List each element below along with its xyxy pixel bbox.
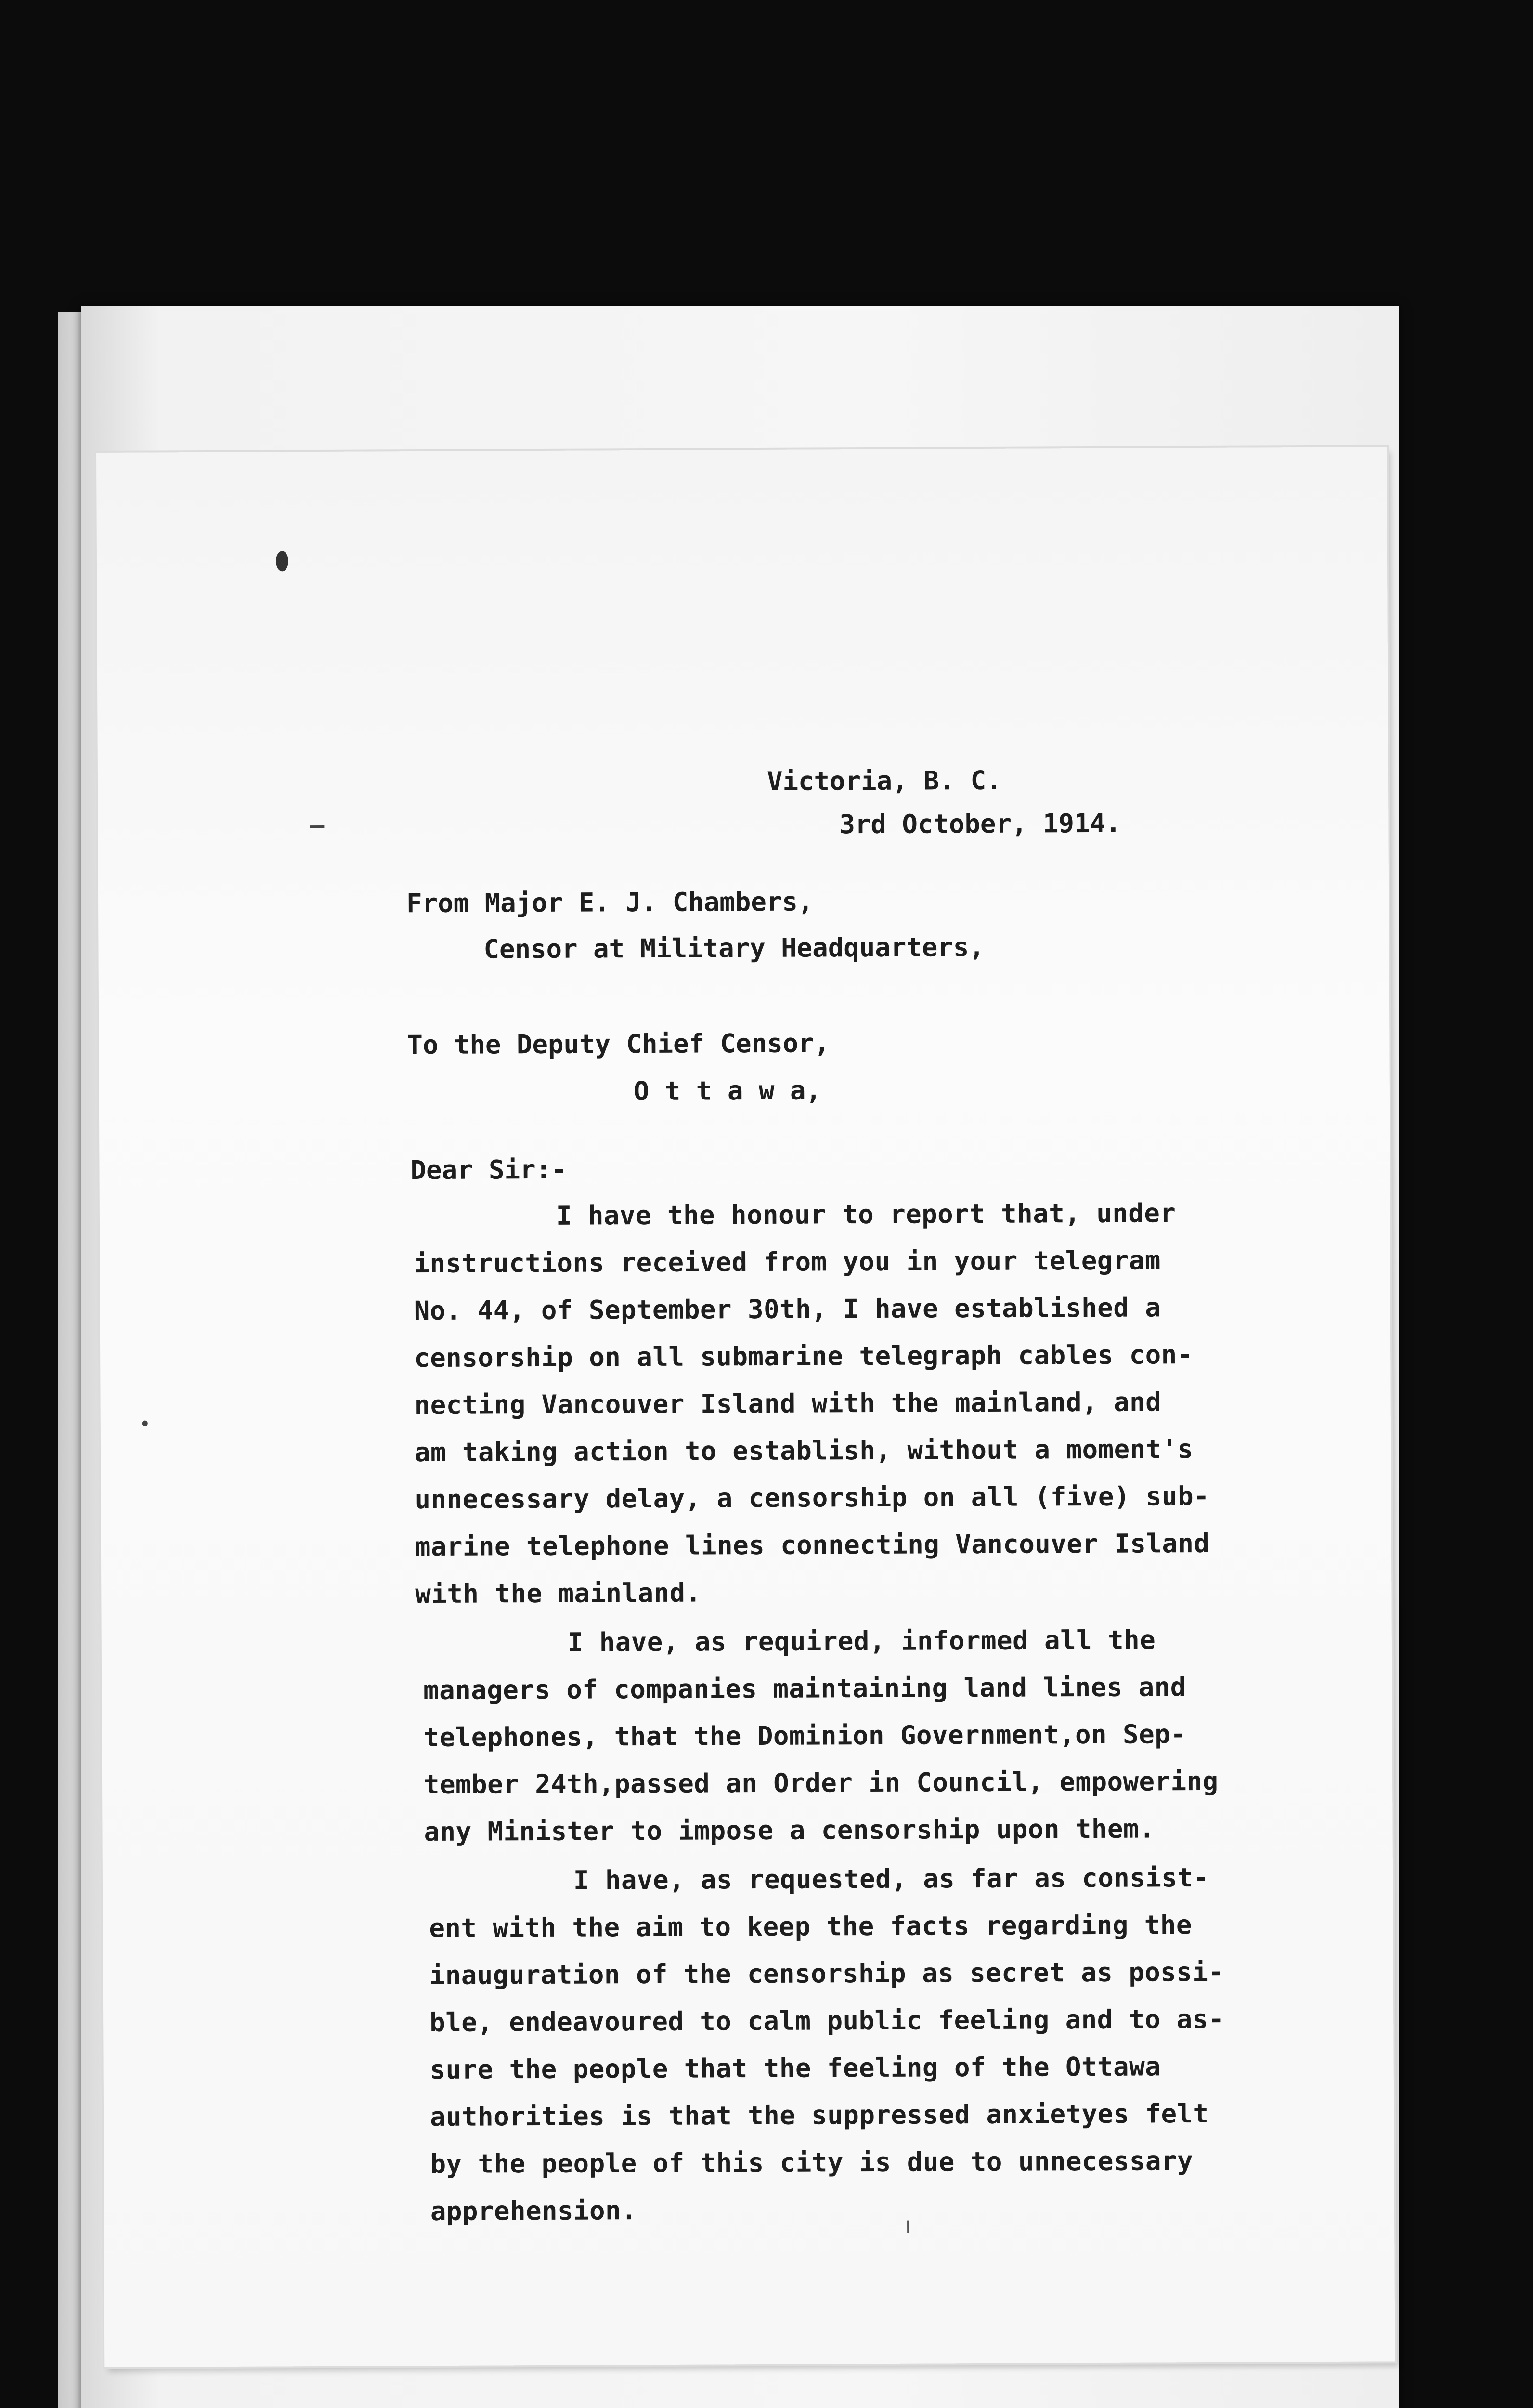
letter-body-line: authorities is that the suppressed anxietyes felt xyxy=(429,2098,1209,2133)
letter-body-line: marine telephone lines connecting Vancouver Island xyxy=(415,1528,1210,1562)
ink-blot xyxy=(276,551,288,571)
letter-to-line-2: O t t a w a, xyxy=(633,1075,822,1107)
letter-from-line-1: From Major E. J. Chambers, xyxy=(406,886,814,919)
letter-body-line: with the mainland. xyxy=(415,1577,702,1610)
letter-body-line: censorship on all submarine telegraph cables con- xyxy=(414,1339,1193,1374)
letter-body-line: ent with the aim to keep the facts regarding the xyxy=(429,1910,1193,1944)
letter-page xyxy=(96,447,1395,2367)
letter-body-line: tember 24th,passed an Order in Council, empowering xyxy=(423,1766,1219,1800)
letter-body-line: apprehension. xyxy=(430,2195,637,2227)
letter-body-line: unnecessary delay, a censorship on all (five) sub- xyxy=(415,1480,1210,1515)
letter-body-line: inauguration of the censorship as secret as possi- xyxy=(429,1956,1224,1991)
stray-dot xyxy=(142,1421,148,1426)
letter-body-line: I have the honour to report that, under xyxy=(556,1198,1176,1231)
letter-body-line: No. 44, of September 30th, I have established a xyxy=(414,1292,1161,1326)
letter-body-line: sure the people that the feeling of the Ottawa xyxy=(429,2051,1161,2085)
letter-body-line: managers of companies maintaining land lines and xyxy=(423,1672,1186,1706)
letter-body-line: telephones, that the Dominion Government,on Sep- xyxy=(423,1719,1187,1753)
letter-body-line: I have, as requested, as far as consist- xyxy=(573,1862,1209,1896)
letter-from-line-2: Censor at Military Headquarters, xyxy=(483,931,985,965)
letter-salutation: Dear Sir:- xyxy=(410,1154,567,1186)
letter-body-line: I have, as required, informed all the xyxy=(567,1624,1156,1658)
letter-body-line: necting Vancouver Island with the mainland, and xyxy=(414,1387,1162,1421)
letter-body-line: any Minister to impose a censorship upon them. xyxy=(424,1813,1156,1847)
pencil-tick xyxy=(907,2221,909,2233)
letter-body-line: am taking action to establish, without a moment's xyxy=(414,1434,1194,1468)
letter-place: Victoria, B. C. xyxy=(766,765,1002,797)
letter-body-line: ble, endeavoured to calm public feeling and to as- xyxy=(429,2003,1224,2038)
letter-date: 3rd October, 1914. xyxy=(839,808,1121,840)
letter-body-line: by the people of this city is due to unnecessary xyxy=(430,2146,1194,2180)
letter-body-line: instructions received from you in your telegram xyxy=(414,1245,1161,1279)
stray-mark xyxy=(310,825,324,828)
letter-to-line-1: To the Deputy Chief Censor, xyxy=(407,1028,830,1060)
